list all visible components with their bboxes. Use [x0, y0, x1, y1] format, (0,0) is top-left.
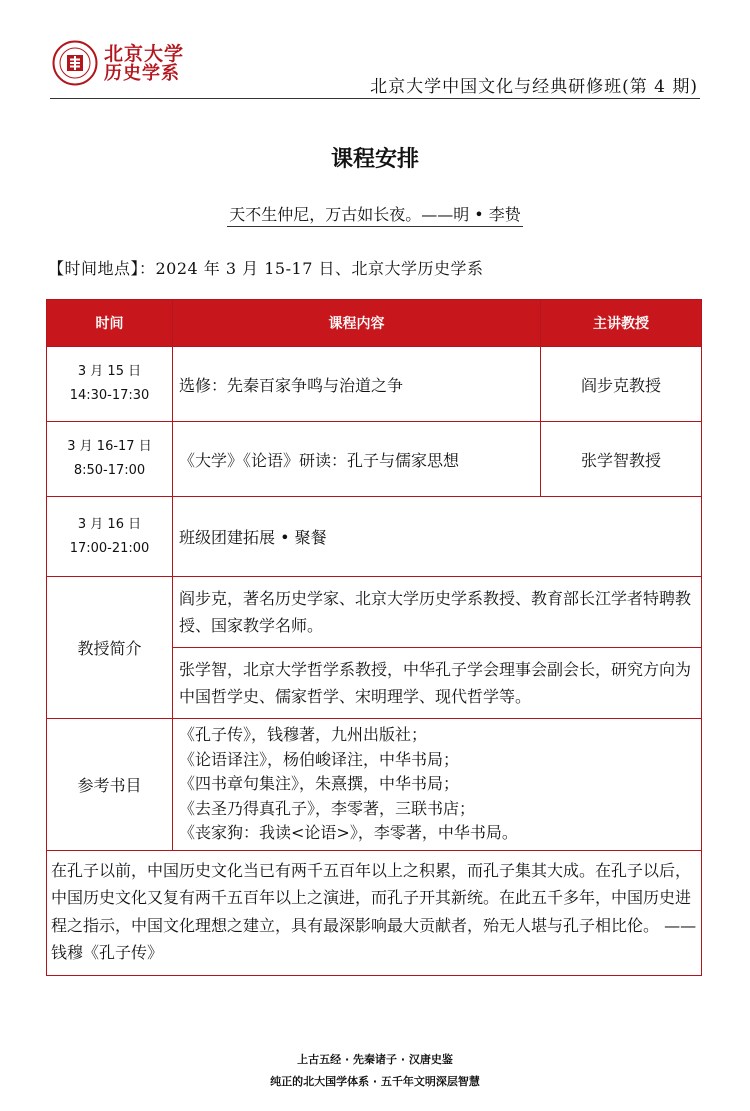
page-footer — [0, 1049, 750, 1093]
time-and-place: 【时间地点】：2024 年 3 月 15-17 日、北京大学历史学系 — [48, 259, 484, 278]
references-label: 参考书目 — [47, 719, 173, 851]
table-row — [47, 347, 702, 422]
header-divider — [50, 98, 700, 99]
session-content: 选修：先秦百家争鸣与治道之争 — [173, 347, 541, 422]
bio-label: 教授简介 — [47, 577, 173, 719]
department-logo-text — [104, 44, 184, 84]
footer-line-2: 纯正的北大国学体系 · 五千年文明深层智慧 — [270, 1075, 480, 1088]
session-content: 《大学》《论语》研读：孔子与儒家思想 — [173, 422, 541, 497]
session-hours: 17:00-21:00 — [69, 540, 150, 556]
opening-quote — [0, 202, 750, 225]
logo-line-2: 历史学系 — [104, 63, 180, 84]
page-header — [0, 0, 750, 100]
reference-item: 《论语译注》，杨伯峻译注，中华书局； — [179, 749, 460, 769]
references-list — [173, 719, 702, 851]
reference-item: 《孔子传》，钱穆著，九州出版社； — [179, 725, 428, 744]
footer-line-1: 上古五经 · 先秦诸子 · 汉唐史鉴 — [297, 1053, 453, 1066]
table-row — [47, 497, 702, 577]
session-content: 班级团建拓展 • 聚餐 — [173, 497, 702, 577]
table-row — [47, 422, 702, 497]
closing-quote: 在孔子以前，中国历史文化当已有两千五百年以上之积累，而孔子集其大成。在孔子以后，中国历史文化又复有两千五百年以上之演进，而孔子开其新统。在此五千多年，中国历史进程之指示，中国文化理想之建立，具有最深影响最大贡献者，殆无人堪与孔子相比伦。 ——钱穆《孔子传》 — [47, 850, 702, 975]
reference-item: 《四书章句集注》，朱熹撰，中华书局； — [179, 774, 460, 793]
bio-row — [47, 577, 702, 648]
opening-quote-text: 天不生仲尼，万古如长夜。——明 • 李贽 — [227, 205, 523, 227]
reference-item: 《去圣乃得真孔子》，李零著，三联书店； — [179, 798, 476, 818]
session-time — [47, 422, 173, 497]
header-professor: 主讲教授 — [541, 300, 702, 347]
department-seal-icon — [52, 40, 98, 86]
session-hours: 14:30-17:30 — [69, 388, 150, 403]
session-time — [47, 497, 173, 577]
session-professor: 张学智教授 — [541, 422, 702, 497]
schedule-table — [46, 299, 702, 976]
logo-line-1: 北京大学 — [104, 43, 185, 65]
header-content: 课程内容 — [173, 300, 541, 347]
bio-zhang-xue-zhi: 张学智，北京大学哲学系教授，中华孔子学会理事会副会长，研究方向为中国哲学史、儒家哲学、宋明理学、现代哲学等。 — [173, 648, 702, 719]
session-hours: 8:50-17:00 — [73, 463, 146, 478]
session-date: 3 月 16-17 日 — [67, 439, 152, 454]
closing-row — [47, 850, 702, 975]
program-title: 北京大学中国文化与经典研修班(第 4 期) — [370, 77, 698, 97]
table-header-row — [47, 300, 702, 347]
session-date: 3 月 15 日 — [77, 364, 142, 379]
header-time: 时间 — [47, 300, 173, 347]
bio-yan-bu-ke: 阎步克，著名历史学家、北京大学历史学系教授、教育部长江学者特聘教授、国家教学名师。 — [173, 577, 702, 648]
references-row — [47, 719, 702, 851]
session-date: 3 月 16 日 — [77, 516, 142, 532]
session-time — [47, 347, 173, 422]
page-title: 课程安排 — [330, 147, 419, 172]
session-professor: 阎步克教授 — [541, 347, 702, 422]
reference-item: 《丧家狗：我读<论语>》，李零著，中华书局。 — [179, 823, 518, 842]
